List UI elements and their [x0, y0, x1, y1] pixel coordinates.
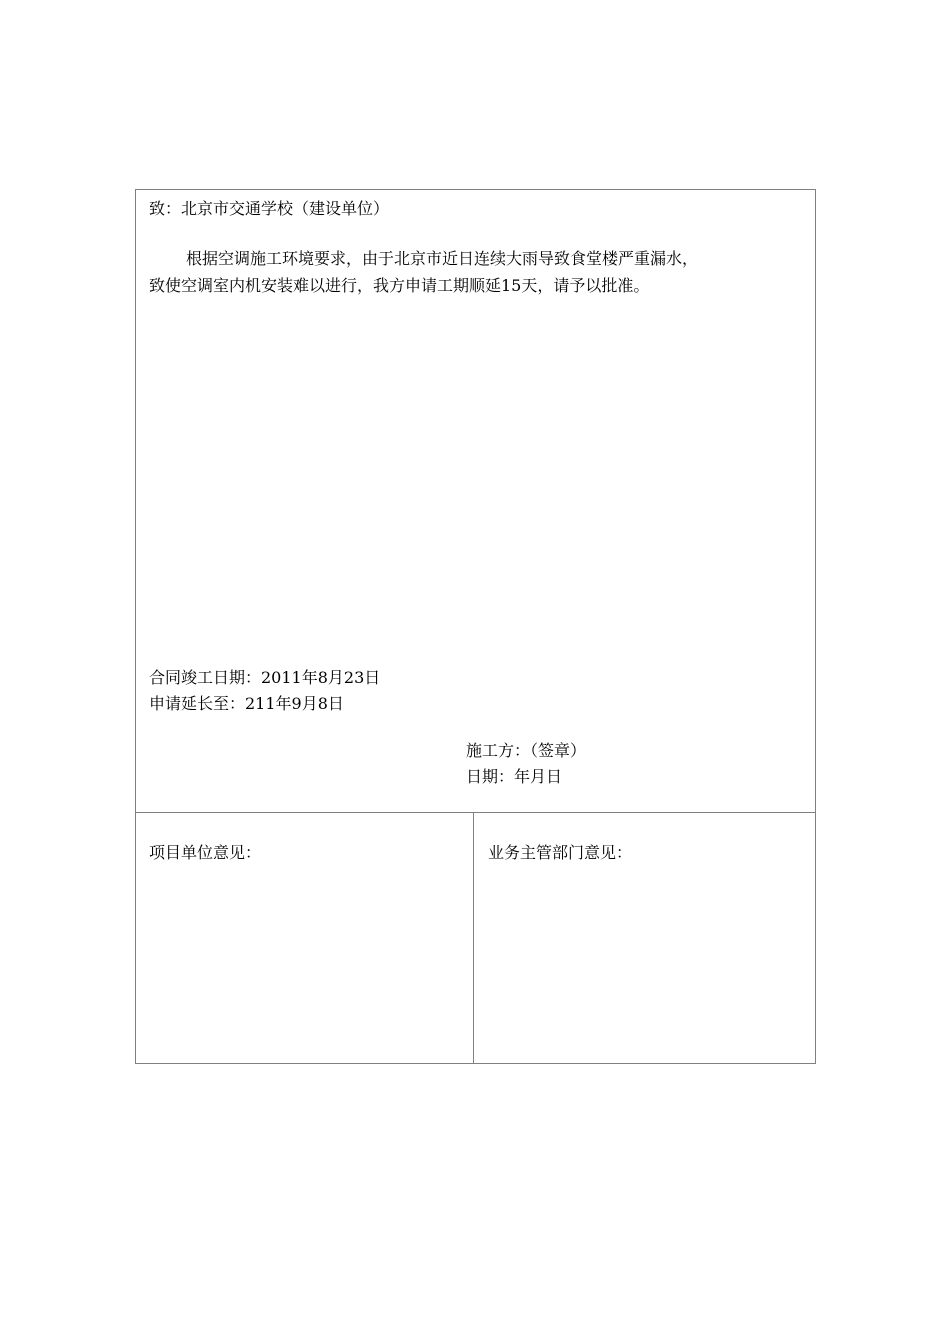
signature-date: 日期：年月日 [466, 767, 563, 786]
project-unit-opinion-label: 项目单位意见： [149, 843, 262, 862]
extension-request-date: 申请延长至：211年9月8日 [149, 694, 344, 713]
contract-completion-date: 合同竣工日期：2011年8月23日 [149, 668, 381, 687]
application-body [149, 245, 809, 299]
body-line-2: 致使空调室内机安装难以进行，我方申请工期顺延15天，请予以批准。 [149, 276, 650, 295]
extension-request-form [135, 189, 816, 1064]
body-line-1: 根据空调施工环境要求，由于北京市近日连续大雨导致食堂楼严重漏水， [186, 249, 699, 268]
dept-opinion-label: 业务主管部门意见： [488, 843, 633, 862]
application-cell [136, 190, 815, 813]
dept-opinion-cell [474, 813, 815, 1063]
project-unit-opinion-cell [136, 813, 474, 1063]
addressee-line: 致：北京市交通学校（建设单位） [149, 199, 390, 218]
contractor-signature: 施工方：（签章） [466, 741, 587, 760]
